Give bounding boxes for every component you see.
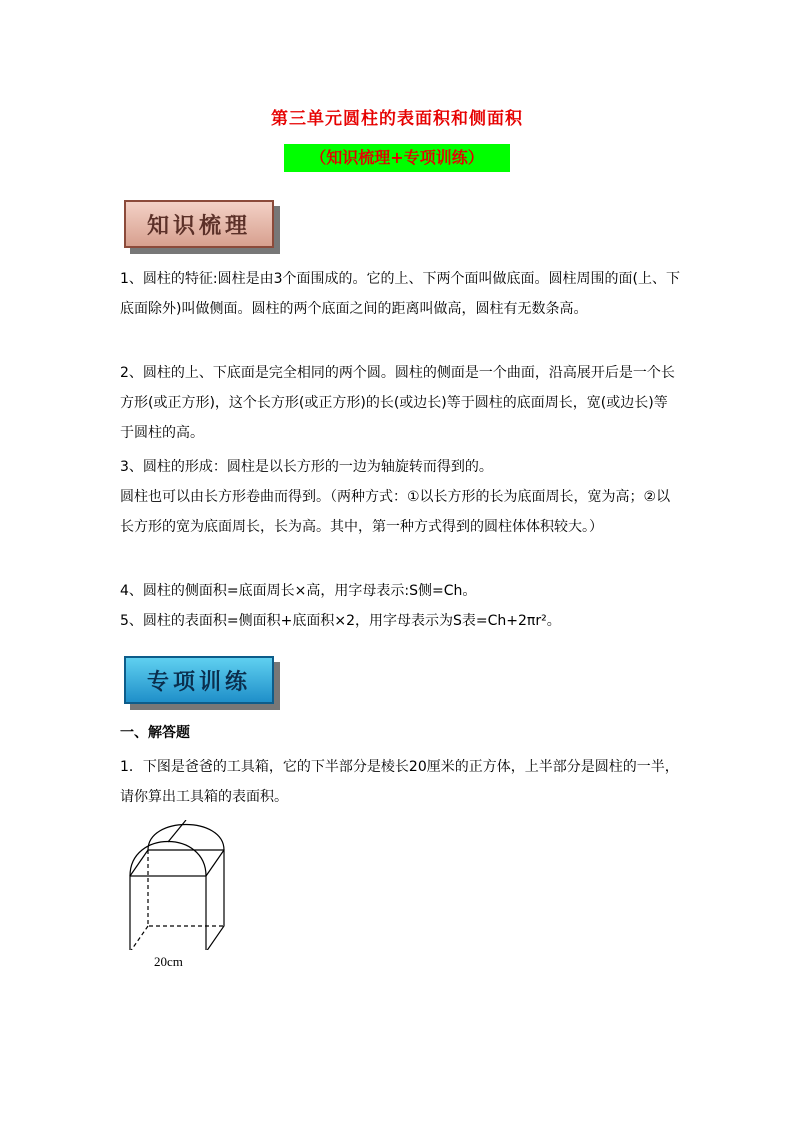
page-title: 第三单元圆柱的表面积和侧面积 <box>271 109 523 129</box>
section-badge-training <box>124 656 274 704</box>
knowledge-point-4: 4、圆柱的侧面积=底面周长×高，用字母表示:S侧=Ch。 <box>120 583 477 599</box>
section-heading-knowledge: 知识梳理 <box>124 200 274 248</box>
knowledge-point-1: 1、圆柱的特征:圆柱是由3个面围成的。它的上、下两个面叫做底面。圆柱周围的面(上、下底面除外)叫做侧面。圆柱的两个底面之间的距离叫做高，圆柱有无数条高。 <box>120 271 680 317</box>
cube-hidden-edges <box>148 850 224 926</box>
knowledge-point-3: 3、圆柱的形成：圆柱是以长方形的一边为轴旋转而得到的。 <box>120 459 493 475</box>
cube-front-face <box>130 876 206 950</box>
cube-hidden-edge <box>130 926 148 950</box>
half-cylinder-back-arc <box>148 825 224 851</box>
knowledge-point-3-detail: 圆柱也可以由长方形卷曲而得到。（两种方式：①以长方形的长为底面周长，宽为高；②以长方形的宽为底面周长，长为高。其中，第一种方式得到的圆柱体体积较大。） <box>120 489 671 535</box>
toolbox-figure <box>120 820 240 970</box>
cube-edge <box>206 850 224 876</box>
section-heading-training: 专项训练 <box>124 656 274 704</box>
exercise-question-1: 1．下图是爸爸的工具箱，它的下半部分是棱长20厘米的正方体，上半部分是圆柱的一半，请你算出工具箱的表面积。 <box>120 759 679 805</box>
cube-back-edges <box>148 850 224 950</box>
figure-dimension-label: 20cm <box>154 954 183 969</box>
section-badge-knowledge <box>124 200 274 248</box>
toolbox-diagram <box>120 820 240 950</box>
exercise-heading: 一、解答题 <box>120 725 190 741</box>
knowledge-point-2: 2、圆柱的上、下底面是完全相同的两个圆。圆柱的侧面是一个曲面，沿高展开后是一个长方形(或正方形)，这个长方形(或正方形)的长(或边长)等于圆柱的底面周长，宽(或边长)等于圆柱的高。 <box>120 365 675 441</box>
knowledge-point-5: 5、圆柱的表面积=侧面积+底面积×2，用字母表示为S表=Ch+2πr²。 <box>120 613 561 629</box>
page-subtitle: （知识梳理+专项训练） <box>284 144 510 172</box>
half-cylinder-top-edge <box>168 820 186 842</box>
